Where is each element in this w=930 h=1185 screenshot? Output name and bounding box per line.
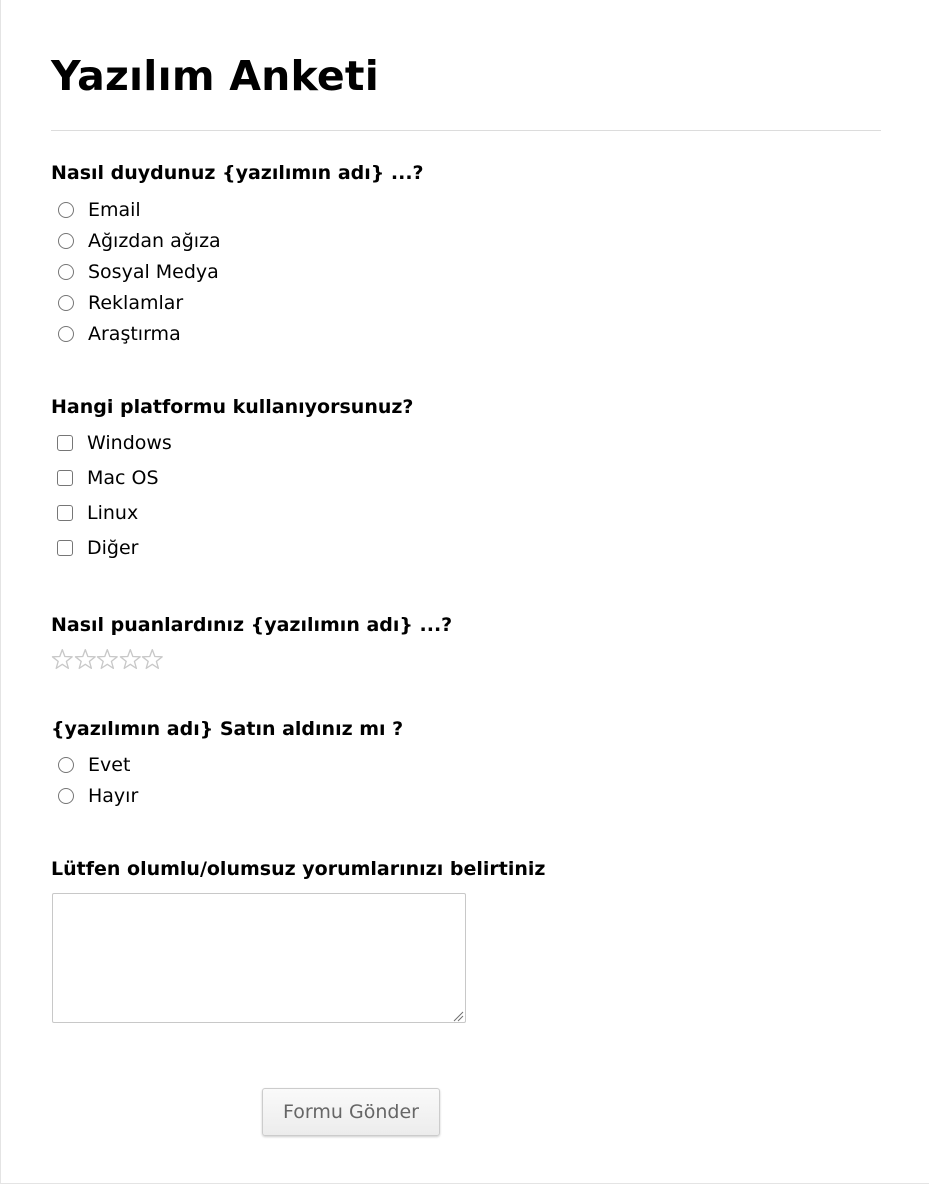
star-outline-icon[interactable] [141, 645, 164, 675]
radio-option-yes[interactable] [57, 752, 130, 778]
checkbox-option-linux[interactable] [57, 500, 138, 526]
checkbox-option-macos[interactable] [57, 465, 159, 491]
radio-button[interactable] [58, 757, 74, 773]
radio-button[interactable] [58, 264, 74, 280]
checkbox-option-label: Linux [87, 502, 139, 524]
radio-option-research[interactable] [57, 321, 181, 347]
checkbox[interactable] [57, 505, 73, 521]
radio-option-email[interactable] [57, 197, 141, 223]
checkbox-option-windows[interactable] [57, 430, 172, 456]
star-outline-icon[interactable] [74, 645, 97, 675]
checkbox-option-label: Mac OS [87, 467, 159, 489]
radio-option-label: Reklamlar [88, 292, 184, 314]
radio-option-label: Hayır [88, 785, 139, 807]
star-outline-icon[interactable] [51, 645, 74, 675]
question-how-heard: Nasıl duydunuz {yazılımın adı} ...? [51, 162, 424, 184]
checkbox-option-other[interactable] [57, 535, 138, 561]
radio-button[interactable] [58, 233, 74, 249]
radio-option-label: Evet [88, 754, 131, 776]
checkbox[interactable] [57, 540, 73, 556]
checkbox-option-label: Windows [87, 432, 172, 454]
radio-option-ads[interactable] [57, 290, 183, 316]
radio-option-word-of-mouth[interactable] [57, 228, 221, 254]
radio-button[interactable] [58, 788, 74, 804]
radio-option-label: Araştırma [88, 323, 181, 345]
checkbox[interactable] [57, 435, 73, 451]
checkbox-option-label: Diğer [87, 537, 139, 559]
radio-option-no[interactable] [57, 783, 138, 809]
radio-option-label: Sosyal Medya [88, 261, 219, 283]
radio-option-social-media[interactable] [57, 259, 219, 285]
comments-textarea[interactable] [52, 893, 466, 1023]
title-divider [51, 130, 881, 131]
star-outline-icon[interactable] [96, 645, 119, 675]
resize-handle-icon[interactable] [452, 1010, 464, 1022]
radio-button[interactable] [58, 295, 74, 311]
question-platform: Hangi platformu kullanıyorsunuz? [51, 396, 414, 418]
form-title: Yazılım Anketi [51, 52, 379, 100]
star-rating[interactable] [51, 645, 164, 675]
radio-option-label: Ağızdan ağıza [88, 230, 221, 252]
question-comments: Lütfen olumlu/olumsuz yorumlarınızı belirtiniz [51, 858, 546, 880]
checkbox[interactable] [57, 470, 73, 486]
star-outline-icon[interactable] [119, 645, 142, 675]
question-rating: Nasıl puanlardınız {yazılımın adı} ...? [51, 614, 453, 636]
radio-button[interactable] [58, 326, 74, 342]
question-purchased: {yazılımın adı} Satın aldınız mı ? [51, 718, 404, 740]
radio-option-label: Email [88, 199, 141, 221]
submit-button[interactable]: Formu Gönder [262, 1088, 440, 1136]
radio-button[interactable] [58, 202, 74, 218]
